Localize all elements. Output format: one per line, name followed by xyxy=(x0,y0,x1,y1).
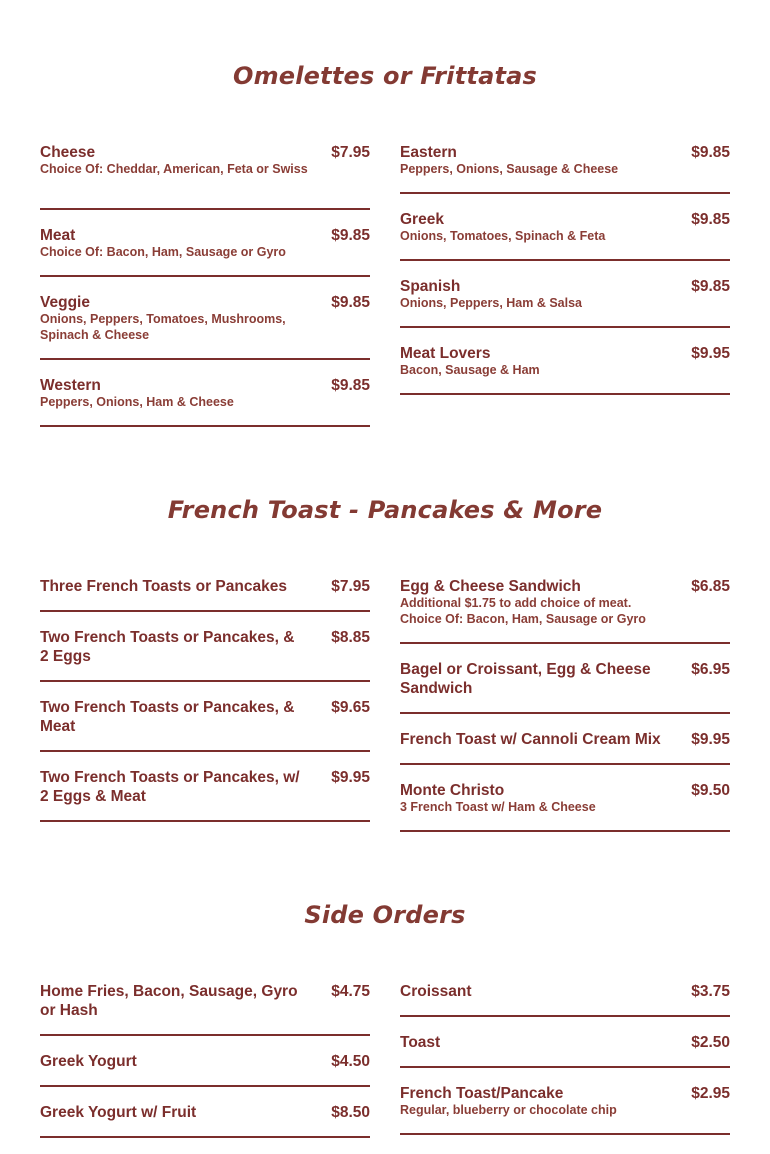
item-description: Onions, Peppers, Tomatoes, Mushrooms, Spinach & Cheese xyxy=(40,312,286,342)
item-price: $4.50 xyxy=(331,1053,370,1070)
item-price: $9.95 xyxy=(691,731,730,748)
item-name: Two French Toasts or Pancakes, & 2 Eggs xyxy=(40,629,295,665)
item-name: Spanish xyxy=(400,278,461,295)
item-price: $9.85 xyxy=(331,377,370,394)
item-name: Veggie xyxy=(40,294,90,311)
menu-item xyxy=(40,577,370,612)
menu-item xyxy=(400,210,730,261)
item-name: Monte Christo xyxy=(400,782,505,799)
item-price: $8.85 xyxy=(331,629,370,646)
menu-item xyxy=(40,226,370,277)
item-price: $7.95 xyxy=(331,578,370,595)
item-price: $4.75 xyxy=(331,983,370,1000)
menu-item xyxy=(40,698,370,752)
menu-item xyxy=(40,376,370,427)
menu-item xyxy=(40,143,370,210)
item-description: Choice Of: Bacon, Ham, Sausage or Gyro xyxy=(40,245,286,259)
menu-item xyxy=(40,768,370,822)
menu-item xyxy=(400,660,730,714)
item-price: $9.85 xyxy=(691,211,730,228)
item-name: Egg & Cheese Sandwich xyxy=(400,578,581,595)
item-name: Two French Toasts or Pancakes, w/ 2 Eggs & Meat xyxy=(40,769,300,805)
item-name: Greek Yogurt xyxy=(40,1053,137,1070)
menu-item xyxy=(40,1052,370,1087)
menu-item xyxy=(400,1033,730,1068)
item-price: $3.75 xyxy=(691,983,730,1000)
item-name: Greek xyxy=(400,211,444,228)
item-name: Cheese xyxy=(40,144,96,161)
item-description: Bacon, Sausage & Ham xyxy=(400,363,540,377)
menu-item xyxy=(40,1103,370,1138)
menu-item xyxy=(400,730,730,765)
item-description: Peppers, Onions, Sausage & Cheese xyxy=(400,162,619,176)
item-price: $6.95 xyxy=(691,661,730,678)
item-price: $2.50 xyxy=(691,1034,730,1051)
item-description: Onions, Peppers, Ham & Salsa xyxy=(400,296,583,310)
item-price: $9.65 xyxy=(331,699,370,716)
menu-item xyxy=(400,1084,730,1135)
item-name: Home Fries, Bacon, Sausage, Gyro or Hash xyxy=(40,983,298,1019)
menu-item xyxy=(400,577,730,644)
item-description: Regular, blueberry or chocolate chip xyxy=(400,1103,617,1117)
item-name: Two French Toasts or Pancakes, & Meat xyxy=(40,699,295,735)
section-title-side-orders: Side Orders xyxy=(304,901,466,929)
item-description: Additional $1.75 to add choice of meat. Choice Of: Bacon, Ham, Sausage or Gyro xyxy=(400,596,646,626)
item-price: $8.50 xyxy=(331,1104,370,1121)
menu-item xyxy=(400,781,730,832)
item-name: Meat xyxy=(40,227,76,244)
item-price: $9.95 xyxy=(331,769,370,786)
item-description: Choice Of: Cheddar, American, Feta or Swiss xyxy=(40,162,308,176)
menu-item xyxy=(400,982,730,1017)
item-description: Onions, Tomatoes, Spinach & Feta xyxy=(400,229,606,243)
item-name: French Toast/Pancake xyxy=(400,1085,564,1102)
item-name: Greek Yogurt w/ Fruit xyxy=(40,1104,197,1121)
item-price: $9.85 xyxy=(331,294,370,311)
item-price: $6.85 xyxy=(691,578,730,595)
menu-item xyxy=(400,143,730,194)
item-name: French Toast w/ Cannoli Cream Mix xyxy=(400,731,661,748)
item-price: $9.85 xyxy=(331,227,370,244)
item-description: 3 French Toast w/ Ham & Cheese xyxy=(400,800,596,814)
item-name: Bagel or Croissant, Egg & Cheese Sandwich xyxy=(400,661,651,697)
section-title-french-toast: French Toast - Pancakes & More xyxy=(167,496,603,524)
item-name: Western xyxy=(40,377,101,394)
item-price: $9.50 xyxy=(691,782,730,799)
menu-item xyxy=(40,293,370,360)
item-name: Croissant xyxy=(400,983,472,1000)
section-title-omelettes: Omelettes or Frittatas xyxy=(232,62,538,90)
item-name: Meat Lovers xyxy=(400,345,491,362)
item-price: $7.95 xyxy=(331,144,370,161)
menu-item xyxy=(40,628,370,682)
item-price: $9.85 xyxy=(691,278,730,295)
item-price: $9.95 xyxy=(691,345,730,362)
item-price: $2.95 xyxy=(691,1085,730,1102)
menu-item xyxy=(40,982,370,1036)
menu-item xyxy=(400,344,730,395)
item-name: Toast xyxy=(400,1034,441,1051)
item-name: Eastern xyxy=(400,144,457,161)
menu-item xyxy=(400,277,730,328)
item-name: Three French Toasts or Pancakes xyxy=(40,578,287,595)
item-price: $9.85 xyxy=(691,144,730,161)
item-description: Peppers, Onions, Ham & Cheese xyxy=(40,395,234,409)
